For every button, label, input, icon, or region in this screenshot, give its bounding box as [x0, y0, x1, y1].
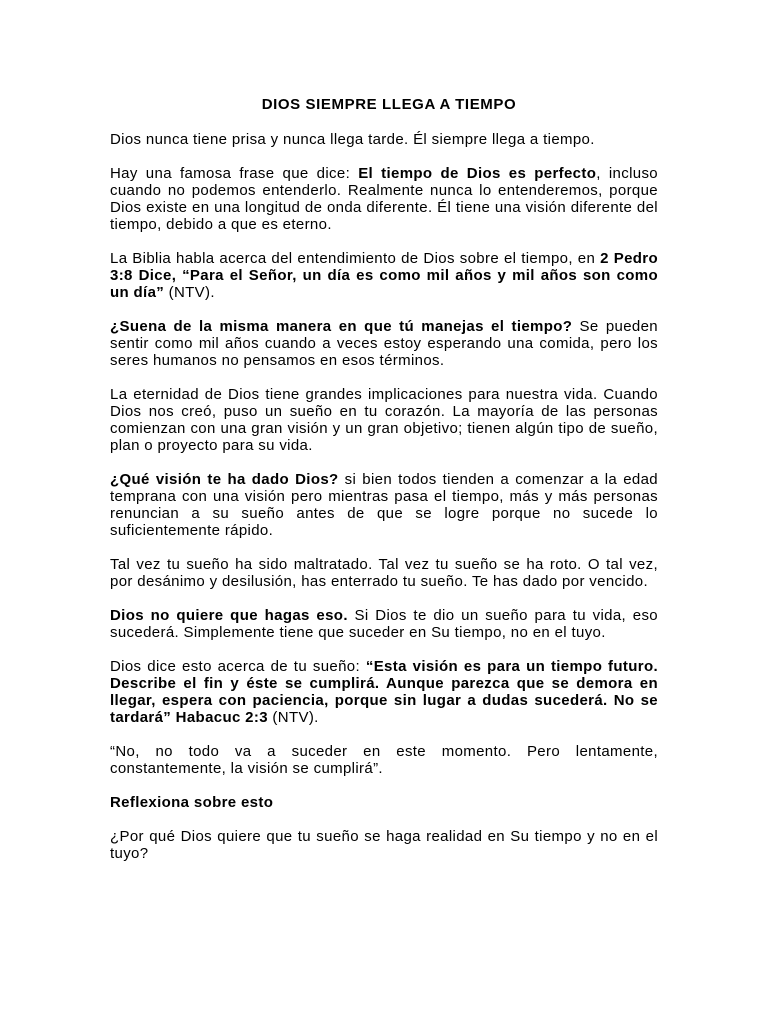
paragraph-2-bold: El tiempo de Dios es perfecto — [358, 165, 597, 182]
paragraph-3-text-a: La Biblia habla acerca del entendimiento de Dios sobre el tiempo, en — [110, 250, 601, 267]
paragraph-2 — [110, 165, 658, 233]
document-page — [110, 96, 658, 879]
paragraph-3-reference: 2 Pedro 3:8 Dice — [110, 250, 658, 284]
paragraph-4 — [110, 318, 658, 369]
paragraph-6-question: ¿Qué visión te ha dado Dios? — [110, 471, 339, 488]
paragraph-9-text-a: Dios dice esto acerca de tu sueño: — [110, 658, 366, 675]
paragraph-9-quote: “Esta visión es para un tiempo futuro. Describe el fin y éste se cumplirá. Aunque parezca que se demora en llegar, espera con paciencia, porque sin lugar a dudas sucederá. No se tardará” Habacuc 2:3 — [110, 658, 658, 726]
reflect-heading-text: Reflexiona sobre esto — [110, 794, 274, 811]
paragraph-11: ¿Por qué Dios quiere que tu sueño se haga realidad en Su tiempo y no en el tuyo? — [110, 828, 658, 862]
paragraph-4-text: Se pueden sentir como mil años cuando a veces estoy esperando una comida, pero los seres humanos no pensamos en esos términos. — [110, 318, 658, 369]
paragraph-3-separator: , — [171, 267, 183, 284]
paragraph-9 — [110, 658, 658, 726]
paragraph-8-bold: Dios no quiere que hagas eso. — [110, 607, 348, 624]
paragraph-8-text: Si Dios te dio un sueño para tu vida, eso sucederá. Simplemente tiene que suceder en Su tiempo, no en el tuyo. — [110, 607, 658, 641]
paragraph-8 — [110, 607, 658, 641]
paragraph-9-text-c: (NTV). — [267, 709, 319, 726]
paragraph-2-text-c: , incluso cuando no podemos entenderlo. Realmente nunca lo entenderemos, porque Dios existe en una longitud de onda diferente. Él tiene una visión diferente del tiempo, debido a que es eterno. — [110, 165, 658, 233]
reflect-heading — [110, 794, 658, 811]
paragraph-10: “No, no todo va a suceder en este momento. Pero lentamente, constantemente, la visión se cumplirá”. — [110, 743, 658, 777]
paragraph-3-text-e: (NTV). — [164, 284, 215, 301]
paragraph-1: Dios nunca tiene prisa y nunca llega tarde. Él siempre llega a tiempo. — [110, 131, 595, 148]
paragraph-5: La eternidad de Dios tiene grandes implicaciones para nuestra vida. Cuando Dios nos creó, puso un sueño en tu corazón. La mayoría de las personas comienzan con una gran visión y un gran objetivo; tienen algún tipo de sueño, plan o proyecto para su vida. — [110, 386, 658, 454]
paragraph-6-text: si bien todos tienden a comenzar a la edad temprana con una visión pero mientras pasa el tiempo, más y más personas renuncian a su sueño antes de que se logre porque no sucede lo suficientemente rápido. — [110, 471, 658, 539]
document-title: DIOS SIEMPRE LLEGA A TIEMPO — [261, 96, 517, 113]
paragraph-6 — [110, 471, 658, 539]
paragraph-3-quote: “Para el Señor, un día es como mil años y mil años son como un día” — [110, 267, 658, 301]
paragraph-2-text-a: Hay una famosa frase que dice: — [110, 165, 359, 182]
paragraph-3 — [110, 250, 658, 301]
paragraph-7: Tal vez tu sueño ha sido maltratado. Tal vez tu sueño se ha roto. O tal vez, por desánimo y desilusión, has enterrado tu sueño. Te has dado por vencido. — [110, 556, 658, 590]
paragraph-4-question: ¿Suena de la misma manera en que tú manejas el tiempo? — [110, 318, 573, 335]
